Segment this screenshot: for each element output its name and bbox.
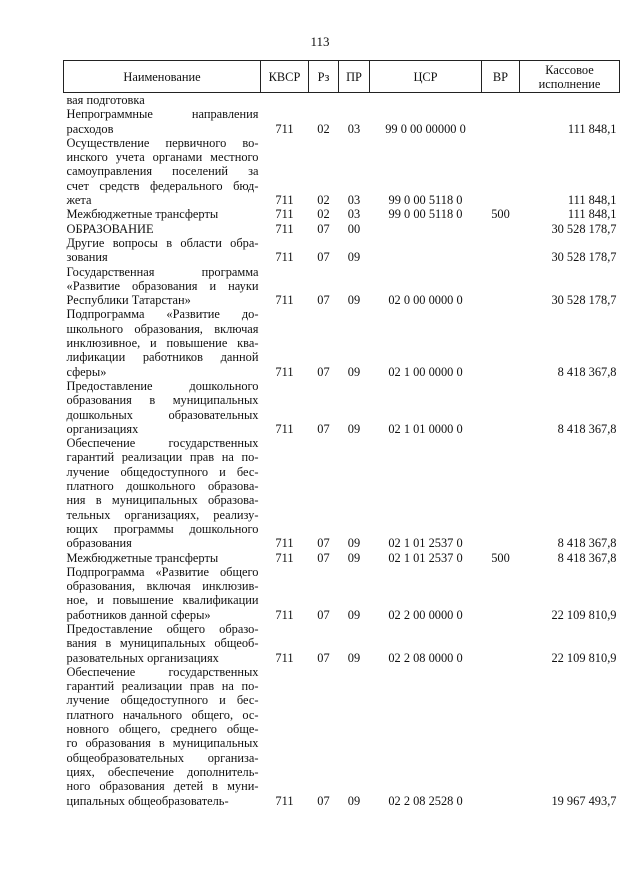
cell-name <box>64 265 261 308</box>
name-line: Межбюджетные трансферты <box>66 550 219 565</box>
table-row <box>64 379 620 436</box>
cell-pr: 09 <box>347 536 361 551</box>
cell-vr <box>482 136 520 207</box>
cell-amount: 111 848,1 <box>567 121 617 136</box>
name-line: образования, включая инклюзив- <box>66 579 259 594</box>
cell-pr: 09 <box>347 793 361 808</box>
header-vr: ВР <box>482 61 520 93</box>
cell-name <box>64 436 261 550</box>
name-line: тельных организациях, реализу- <box>66 507 259 522</box>
name-line: Межбюджетные трансферты <box>66 207 219 222</box>
cell-kvsr: 711 <box>275 650 294 665</box>
name-line: лучение общедоступного и бес- <box>66 693 259 708</box>
name-line: самоуправления поселений за <box>66 164 259 179</box>
name-line: ное, и повышение квалификации <box>66 593 259 608</box>
cell-csr: 02 1 01 0000 0 <box>388 421 463 436</box>
name-line: зования <box>66 250 108 265</box>
table-row <box>64 236 620 265</box>
name-line: Государственная программа <box>66 264 259 279</box>
name-line: Подпрограмма «Развитие до- <box>66 307 259 322</box>
cell-amount: 30 528 178,7 <box>551 250 617 265</box>
table-row <box>64 307 620 378</box>
cell-vr <box>482 93 520 108</box>
name-line: ного образования детей в муни- <box>66 779 259 794</box>
cell-pr: 03 <box>347 207 361 222</box>
cell-pr <box>339 93 370 108</box>
name-line: го образования в муниципальных <box>66 736 259 751</box>
cell-csr: 02 1 00 0000 0 <box>388 364 463 379</box>
name-line: расходов <box>66 121 114 136</box>
cell-pr: 09 <box>347 550 361 565</box>
cell-vr <box>482 265 520 308</box>
cell-csr: 02 2 08 0000 0 <box>388 650 463 665</box>
cell-csr <box>370 222 482 236</box>
name-line: образования <box>66 536 132 551</box>
name-line: счет средств федерального бюд- <box>66 178 259 193</box>
name-line: платного дошкольного образова- <box>66 479 259 494</box>
cell-pr: 00 <box>347 221 361 236</box>
cell-vr <box>482 222 520 236</box>
cell-csr: 99 0 00 5118 0 <box>388 193 463 208</box>
cell-vr <box>482 307 520 378</box>
header-kvsr: КВСР <box>261 61 309 93</box>
cell-amount: 8 418 367,8 <box>557 536 617 551</box>
cell-csr: 02 0 00 0000 0 <box>388 293 463 308</box>
cell-amount: 22 109 810,9 <box>551 650 617 665</box>
cell-amount: 8 418 367,8 <box>557 421 617 436</box>
cell-rz: 07 <box>317 293 330 308</box>
cell-name <box>64 622 261 665</box>
cell-pr: 09 <box>347 607 361 622</box>
cell-csr <box>370 93 482 108</box>
header-name: Наименование <box>64 61 261 93</box>
cell-name <box>64 222 261 236</box>
cell-name <box>64 565 261 622</box>
cell-vr <box>482 665 520 808</box>
cell-vr <box>482 107 520 136</box>
table-header-row <box>64 61 620 93</box>
header-pr: ПР <box>339 61 370 93</box>
header-rz: Рз <box>309 61 339 93</box>
name-line: Предоставление дошкольного <box>66 378 259 393</box>
cell-vr <box>482 436 520 550</box>
cell-rz: 07 <box>317 607 330 622</box>
cell-amount: 111 848,1 <box>567 207 617 222</box>
table-row <box>64 107 620 136</box>
table-row <box>64 222 620 236</box>
cell-kvsr: 711 <box>275 607 294 622</box>
cell-vr <box>482 622 520 665</box>
cell-kvsr: 711 <box>275 793 294 808</box>
cell-amount <box>520 93 620 108</box>
name-line: школьного образования, включая <box>66 321 259 336</box>
name-line: лификации работников данной <box>66 350 259 365</box>
cell-pr: 09 <box>347 293 361 308</box>
table-row <box>64 93 620 108</box>
cell-kvsr: 711 <box>275 207 294 222</box>
cell-rz: 07 <box>317 550 330 565</box>
cell-pr: 09 <box>347 421 361 436</box>
cell-name <box>64 236 261 265</box>
header-amount <box>520 61 620 93</box>
cell-kvsr: 711 <box>275 536 294 551</box>
name-line: сферы» <box>66 364 107 379</box>
name-line: Обеспечение государственных <box>66 436 259 451</box>
cell-csr: 02 1 01 2537 0 <box>388 550 463 565</box>
name-line: инклюзивное, и повышение ква- <box>66 336 259 351</box>
name-line: Республики Татарстан» <box>66 293 191 308</box>
table-row <box>64 436 620 550</box>
cell-amount: 30 528 178,7 <box>551 221 617 236</box>
cell-pr: 09 <box>347 364 361 379</box>
name-line: Другие вопросы в области обра- <box>66 235 259 250</box>
cell-kvsr: 711 <box>275 421 294 436</box>
name-line: лучение общедоступного и бес- <box>66 464 259 479</box>
name-line: Непрограммные направления <box>66 107 259 122</box>
cell-amount: 22 109 810,9 <box>551 607 617 622</box>
table-row <box>64 665 620 808</box>
cell-pr: 09 <box>347 250 361 265</box>
cell-csr: 02 2 08 2528 0 <box>388 793 463 808</box>
name-line: гарантий реализации прав на по- <box>66 450 259 465</box>
cell-csr: 02 2 00 0000 0 <box>388 607 463 622</box>
table-row <box>64 136 620 207</box>
name-line: платного начального общего, ос- <box>66 707 259 722</box>
name-line: жета <box>66 193 92 208</box>
name-line: Подпрограмма «Развитие общего <box>66 564 259 579</box>
cell-rz <box>309 93 339 108</box>
cell-rz: 02 <box>317 207 330 222</box>
table-row <box>64 265 620 308</box>
cell-pr: 03 <box>347 121 361 136</box>
cell-kvsr: 711 <box>275 550 294 565</box>
cell-rz: 07 <box>317 793 330 808</box>
name-line: циях, обеспечение дополнитель- <box>66 764 259 779</box>
name-line: Осуществление первичного во- <box>66 135 259 150</box>
name-line: организациях <box>66 421 139 436</box>
table-row <box>64 207 620 221</box>
cell-amount: 8 418 367,8 <box>557 364 617 379</box>
cell-pr: 09 <box>347 650 361 665</box>
cell-vr: 500 <box>491 550 510 565</box>
name-line: дошкольных образовательных <box>66 407 259 422</box>
budget-table <box>63 60 620 808</box>
page-number: 113 <box>310 34 330 49</box>
cell-amount: 8 418 367,8 <box>557 550 617 565</box>
cell-rz: 07 <box>317 221 330 236</box>
name-line: ющих программы дошкольного <box>66 521 259 536</box>
cell-rz: 07 <box>317 421 330 436</box>
cell-pr: 03 <box>347 193 361 208</box>
header-amount-line1: Кассовое <box>545 62 594 77</box>
cell-amount: 30 528 178,7 <box>551 293 617 308</box>
cell-name <box>64 307 261 378</box>
cell-rz: 07 <box>317 250 330 265</box>
name-line: работников данной сферы» <box>66 607 211 622</box>
cell-csr: 02 1 01 2537 0 <box>388 536 463 551</box>
cell-name <box>64 107 261 136</box>
cell-vr <box>482 379 520 436</box>
name-line: Предоставление общего образо- <box>66 621 259 636</box>
cell-kvsr: 711 <box>275 293 294 308</box>
cell-rz: 07 <box>317 364 330 379</box>
name-line: разовательных организациях <box>66 650 219 665</box>
name-line: новного общего, среднего обще- <box>66 722 259 737</box>
name-line: гарантий реализации прав на по- <box>66 679 259 694</box>
cell-name <box>64 379 261 436</box>
header-csr: ЦСР <box>370 61 482 93</box>
table-row <box>64 551 620 565</box>
cell-rz: 02 <box>317 193 330 208</box>
table-row <box>64 565 620 622</box>
cell-kvsr <box>261 93 309 108</box>
name-line: вая подготовка <box>66 93 145 107</box>
cell-rz: 02 <box>317 121 330 136</box>
cell-amount: 111 848,1 <box>567 193 617 208</box>
cell-csr: 99 0 00 5118 0 <box>388 207 463 222</box>
name-line: ОБРАЗОВАНИЕ <box>66 221 154 236</box>
cell-vr <box>482 236 520 265</box>
cell-csr: 99 0 00 00000 0 <box>385 121 466 136</box>
cell-name <box>64 136 261 207</box>
header-amount-line2: исполнение <box>538 76 601 91</box>
name-line: «Развитие образования и науки <box>66 278 259 293</box>
cell-name <box>64 665 261 808</box>
cell-kvsr: 711 <box>275 193 294 208</box>
cell-csr <box>370 236 482 265</box>
name-line: образования в муниципальных <box>66 393 259 408</box>
name-line: ципальных общеобразователь- <box>66 793 229 808</box>
name-line: ния в муниципальных образова- <box>66 493 259 508</box>
name-line: инского учета органами местного <box>66 150 259 165</box>
cell-kvsr: 711 <box>275 364 294 379</box>
cell-vr: 500 <box>491 207 510 222</box>
name-line: Обеспечение государственных <box>66 664 259 679</box>
cell-name <box>64 551 261 565</box>
name-line: общеобразовательных организа- <box>66 750 259 765</box>
name-line: вания в муниципальных общеоб- <box>66 636 259 651</box>
table-row <box>64 622 620 665</box>
cell-rz: 07 <box>317 536 330 551</box>
cell-kvsr: 711 <box>275 221 294 236</box>
cell-amount: 19 967 493,7 <box>551 793 617 808</box>
cell-name <box>64 207 261 221</box>
cell-kvsr: 711 <box>275 250 294 265</box>
cell-name <box>64 93 261 108</box>
cell-rz: 07 <box>317 650 330 665</box>
cell-kvsr: 711 <box>275 121 294 136</box>
cell-vr <box>482 565 520 622</box>
